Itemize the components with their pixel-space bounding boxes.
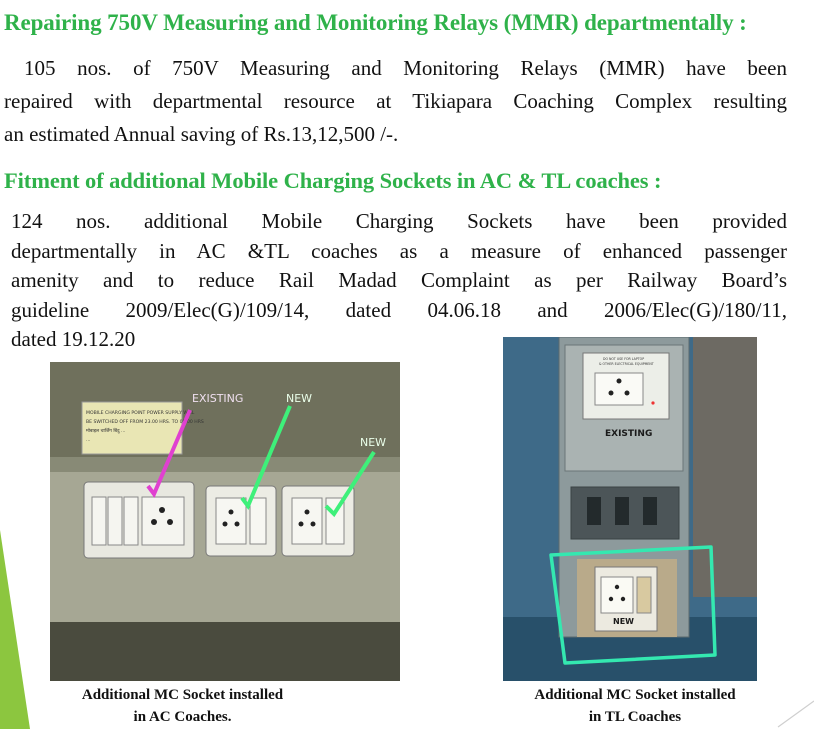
para2-line-3: amenity and to reduce Rail Madad Complaint as per Railway Board’s: [11, 268, 787, 292]
caption-ac-line-2: in AC Coaches.: [133, 709, 232, 725]
warning-label-line-1: MOBILE CHARGING POINT POWER SUPPLY WILL: [86, 411, 195, 416]
para2-line-1: 124 nos. additional Mobile Charging Sockets have been provided: [11, 209, 787, 233]
plate-line-1: DO NOT USE FOR LAPTOP: [603, 357, 645, 361]
para2-line-4: guideline 2009/Elec(G)/109/14, dated 04.06.18 and 2006/Elec(G)/180/11,: [11, 297, 787, 322]
para1-line-2: repaired with departmental resource at Tikiapara Coaching Complex resulting: [4, 89, 787, 113]
existing-label-tl: EXISTING: [605, 429, 653, 439]
para2-line-2: departmentally in AC &TL coaches as a measure of enhanced passenger: [11, 238, 787, 263]
new-label-tl: NEW: [613, 617, 634, 626]
new-label-2: NEW: [360, 436, 387, 449]
caption-ac-line-1: Additional MC Socket installed: [81, 687, 284, 703]
caption-tl-coaches: [510, 684, 760, 728]
para1-line-1: 105 nos. of 750V Measuring and Monitoring Relays (MMR) have been: [24, 56, 787, 80]
heading-mobile-charging: Fitment of additional Mobile Charging Sockets in AC & TL coaches :: [4, 168, 662, 193]
paragraph-mmr: [4, 52, 787, 151]
warning-label-line-3: मोबाइल चार्जिंग बिंदु ...: [86, 429, 126, 434]
photo-ac-coach-sockets: [50, 362, 400, 681]
heading-mmr-repair: Repairing 750V Measuring and Monitoring Relays (MMR) departmentally :: [4, 10, 747, 35]
para1-line-3: an estimated Annual saving of Rs.13,12,500 /-.: [4, 122, 399, 146]
existing-socket-plate: [583, 353, 669, 419]
new-socket-tl: [577, 559, 677, 637]
caption-ac-coaches: [60, 684, 305, 728]
existing-label: EXISTING: [192, 392, 244, 405]
photo-tl-coach-sockets: [503, 337, 757, 681]
para2-line-5: dated 19.12.20: [11, 327, 136, 351]
warning-label-line-2: BE SWITCHED OFF FROM 23.00 HRS. TO 05.00 HRS: [86, 420, 204, 425]
caption-tl-line-1: Additional MC Socket installed: [534, 687, 736, 703]
slide-accent-triangle: [0, 530, 30, 729]
warning-label-line-4: ...: [86, 438, 91, 443]
paragraph-mobile-charging: [11, 207, 787, 355]
new-label-1: NEW: [286, 392, 313, 405]
plate-line-2: & OTHER ELECTRICAL EQUIPMENT: [599, 362, 654, 366]
caption-tl-line-2: in TL Coaches: [588, 709, 682, 725]
slide-accent-line: [774, 699, 814, 729]
existing-switchboard: [84, 482, 194, 558]
new-socket-1: [206, 486, 276, 556]
